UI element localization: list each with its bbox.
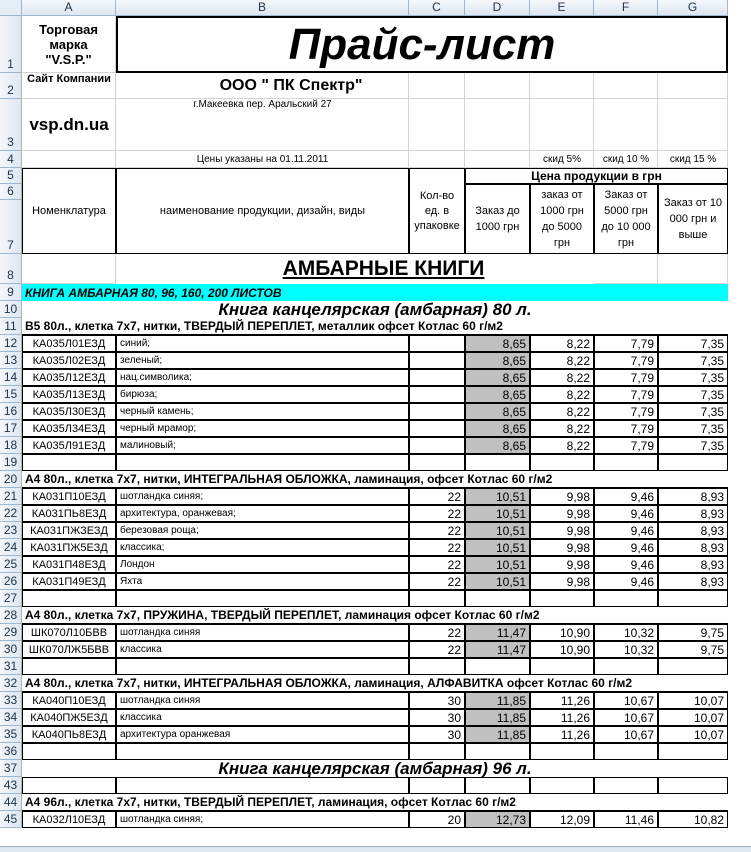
price-under-1000[interactable]: 10,51	[465, 539, 530, 556]
product-code[interactable]: КА031ПЬ8ЕЗД	[22, 505, 116, 522]
price-1000-5000[interactable]: 10,90	[530, 641, 594, 658]
product-name[interactable]: Лондон	[116, 556, 409, 573]
grid-cell[interactable]	[594, 99, 658, 151]
price-over-10000[interactable]: 8,93	[658, 488, 728, 505]
price-under-1000[interactable]: 10,51	[465, 556, 530, 573]
price-5000-10000[interactable]: 7,79	[594, 335, 658, 352]
price-over-10000[interactable]: 9,75	[658, 624, 728, 641]
price-1000-5000[interactable]: 8,22	[530, 335, 594, 352]
row-header[interactable]: 26	[0, 573, 22, 590]
price-5000-10000[interactable]: 7,79	[594, 386, 658, 403]
product-qty[interactable]: 30	[409, 692, 465, 709]
price-over-10000[interactable]: 7,35	[658, 386, 728, 403]
brand-label[interactable]: Торговая марка "V.S.P."	[22, 16, 116, 73]
price-under-1000[interactable]: 10,51	[465, 505, 530, 522]
price-over-10000[interactable]: 8,93	[658, 573, 728, 590]
product-name[interactable]: шотландка синяя;	[116, 488, 409, 505]
row-header[interactable]: 24	[0, 539, 22, 556]
header-name[interactable]: наименование продукции, дизайн, виды	[116, 168, 409, 254]
product-name[interactable]: Яхта	[116, 573, 409, 590]
product-code[interactable]: КА031ПЖ5ЕЗД	[22, 539, 116, 556]
price-under-1000[interactable]: 11,85	[465, 692, 530, 709]
empty-cell[interactable]	[594, 743, 658, 760]
price-1000-5000[interactable]: 9,98	[530, 505, 594, 522]
price-1000-5000[interactable]: 10,90	[530, 624, 594, 641]
price-under-1000[interactable]: 12,73	[465, 811, 530, 828]
empty-cell[interactable]	[658, 454, 728, 471]
price-under-1000[interactable]: 8,65	[465, 386, 530, 403]
column-header[interactable]: F	[594, 0, 658, 16]
price-over-10000[interactable]: 8,93	[658, 522, 728, 539]
product-name[interactable]: архитектура, оранжевая;	[116, 505, 409, 522]
price-over-10000[interactable]: 7,35	[658, 352, 728, 369]
price-1000-5000[interactable]: 8,22	[530, 369, 594, 386]
row-header[interactable]: 8	[0, 254, 22, 284]
price-1000-5000[interactable]: 9,98	[530, 539, 594, 556]
row-header[interactable]: 7	[0, 200, 22, 254]
row-header[interactable]: 35	[0, 726, 22, 743]
row-header[interactable]: 34	[0, 709, 22, 726]
price-under-1000[interactable]: 10,51	[465, 573, 530, 590]
row-header[interactable]: 17	[0, 420, 22, 437]
product-code[interactable]: КА031П48ЕЗД	[22, 556, 116, 573]
product-code[interactable]: КА035Л13ЕЗД	[22, 386, 116, 403]
row-header[interactable]: 20	[0, 471, 22, 488]
row-header[interactable]: 6	[0, 184, 22, 200]
product-name[interactable]: зеленый;	[116, 352, 409, 369]
price-over-10000[interactable]: 8,93	[658, 539, 728, 556]
empty-cell[interactable]	[465, 777, 530, 794]
empty-cell[interactable]	[594, 454, 658, 471]
discount-10[interactable]: скид 10 %	[602, 154, 650, 165]
price-over-10000[interactable]: 7,35	[658, 369, 728, 386]
product-code[interactable]: КА032Л10ЕЗД	[22, 811, 116, 828]
price-5000-10000[interactable]: 7,79	[594, 403, 658, 420]
price-1000-5000[interactable]: 11,26	[530, 709, 594, 726]
empty-cell[interactable]	[530, 777, 594, 794]
header-price-2[interactable]: заказ от 1000 грн до 5000 грн	[530, 184, 594, 254]
empty-cell[interactable]	[22, 777, 116, 794]
group-title[interactable]: В5 80л., клетка 7х7, нитки, ТВЕРДЫЙ ПЕРЕПЛЕТ, металлик офсет Котлас 60 г/м2	[22, 318, 728, 335]
empty-cell[interactable]	[465, 658, 530, 675]
price-5000-10000[interactable]: 10,32	[594, 641, 658, 658]
grid-cell[interactable]	[22, 151, 116, 168]
product-code[interactable]: КА035Л91ЕЗД	[22, 437, 116, 454]
product-name[interactable]: нац.символика;	[116, 369, 409, 386]
price-1000-5000[interactable]: 11,26	[530, 692, 594, 709]
row-header[interactable]: 21	[0, 488, 22, 505]
row-header[interactable]: 3	[0, 99, 22, 151]
product-qty[interactable]	[409, 437, 465, 454]
product-code[interactable]: КА040П10ЕЗД	[22, 692, 116, 709]
empty-cell[interactable]	[530, 658, 594, 675]
empty-cell[interactable]	[658, 743, 728, 760]
price-5000-10000[interactable]: 10,32	[594, 624, 658, 641]
price-under-1000[interactable]: 8,65	[465, 403, 530, 420]
section-title[interactable]: АМБАРНЫЕ КНИГИ	[116, 254, 594, 284]
product-name[interactable]: архитектура оранжевая	[116, 726, 409, 743]
product-name[interactable]: черный мрамор;	[116, 420, 409, 437]
header-qty[interactable]: Кол-во ед. в упаковке	[409, 168, 465, 254]
site-label[interactable]: Сайт Компании	[27, 73, 111, 85]
product-qty[interactable]: 22	[409, 505, 465, 522]
group-title[interactable]: А4 80л., клетка 7х7, нитки, ИНТЕГРАЛЬНАЯ ОБЛОЖКА, ламинация, офсет Котлас 60 г/м2	[22, 471, 728, 488]
empty-cell[interactable]	[22, 590, 116, 607]
empty-cell[interactable]	[465, 454, 530, 471]
price-5000-10000[interactable]: 10,67	[594, 726, 658, 743]
row-header[interactable]: 12	[0, 335, 22, 352]
product-qty[interactable]: 22	[409, 539, 465, 556]
product-code[interactable]: КА035Л12ЕЗД	[22, 369, 116, 386]
price-1000-5000[interactable]: 9,98	[530, 556, 594, 573]
price-1000-5000[interactable]: 9,98	[530, 488, 594, 505]
row-header[interactable]: 15	[0, 386, 22, 403]
price-5000-10000[interactable]: 9,46	[594, 488, 658, 505]
grid-cell[interactable]	[530, 99, 594, 151]
price-1000-5000[interactable]: 8,22	[530, 420, 594, 437]
site-url[interactable]: vsp.dn.ua	[29, 115, 109, 134]
price-1000-5000[interactable]: 11,26	[530, 726, 594, 743]
price-over-10000[interactable]: 8,93	[658, 505, 728, 522]
row-header[interactable]: 28	[0, 607, 22, 624]
grid-cell[interactable]	[658, 73, 728, 99]
column-header[interactable]: E	[530, 0, 594, 16]
empty-cell[interactable]	[530, 454, 594, 471]
row-header[interactable]: 19	[0, 454, 22, 471]
empty-cell[interactable]	[409, 454, 465, 471]
empty-cell[interactable]	[594, 777, 658, 794]
product-code[interactable]: ШК070ЛЖ5БВВ	[22, 641, 116, 658]
price-5000-10000[interactable]: 7,79	[594, 352, 658, 369]
column-header[interactable]: A	[22, 0, 116, 16]
price-1000-5000[interactable]: 9,98	[530, 522, 594, 539]
product-name[interactable]: малиновый;	[116, 437, 409, 454]
row-header[interactable]: 33	[0, 692, 22, 709]
price-over-10000[interactable]: 8,93	[658, 556, 728, 573]
row-header[interactable]: 10	[0, 301, 22, 318]
empty-cell[interactable]	[409, 658, 465, 675]
row-header[interactable]: 14	[0, 369, 22, 386]
product-code[interactable]: КА035Л01ЕЗД	[22, 335, 116, 352]
product-qty[interactable]	[409, 369, 465, 386]
product-code[interactable]: КА040ПЖ5ЕЗД	[22, 709, 116, 726]
row-header[interactable]: 37	[0, 760, 22, 777]
product-name[interactable]: классика	[116, 641, 409, 658]
product-name[interactable]: шотландка синяя	[116, 624, 409, 641]
grid-cell[interactable]	[22, 254, 116, 284]
product-name[interactable]: черный камень;	[116, 403, 409, 420]
empty-cell[interactable]	[116, 658, 409, 675]
product-code[interactable]: ШК070Л10БВВ	[22, 624, 116, 641]
column-header[interactable]: D	[465, 0, 530, 16]
product-name[interactable]: синий;	[116, 335, 409, 352]
price-5000-10000[interactable]: 10,67	[594, 692, 658, 709]
row-header[interactable]: 31	[0, 658, 22, 675]
empty-cell[interactable]	[22, 658, 116, 675]
price-1000-5000[interactable]: 8,22	[530, 437, 594, 454]
price-5000-10000[interactable]: 10,67	[594, 709, 658, 726]
row-header[interactable]: 16	[0, 403, 22, 420]
price-over-10000[interactable]: 7,35	[658, 420, 728, 437]
grid-cell[interactable]	[658, 99, 728, 151]
price-under-1000[interactable]: 11,47	[465, 641, 530, 658]
price-under-1000[interactable]: 8,65	[465, 420, 530, 437]
grid-cell[interactable]	[465, 151, 530, 168]
product-name[interactable]: классика;	[116, 539, 409, 556]
price-5000-10000[interactable]: 9,46	[594, 556, 658, 573]
product-code[interactable]: КА035Л34ЕЗД	[22, 420, 116, 437]
product-code[interactable]: КА031П10ЕЗД	[22, 488, 116, 505]
row-header[interactable]: 30	[0, 641, 22, 658]
row-header[interactable]: 5	[0, 168, 22, 184]
product-qty[interactable]: 30	[409, 709, 465, 726]
price-under-1000[interactable]: 8,65	[465, 369, 530, 386]
column-header[interactable]: C	[409, 0, 465, 16]
row-header[interactable]: 23	[0, 522, 22, 539]
row-header[interactable]: 44	[0, 794, 22, 811]
group-title[interactable]: А4 96л., клетка 7х7, нитки, ТВЕРДЫЙ ПЕРЕПЛЕТ, ламинация, офсет Котлас 60 г/м2	[22, 794, 728, 811]
product-qty[interactable]	[409, 386, 465, 403]
row-header[interactable]: 1	[0, 16, 22, 73]
header-price-4[interactable]: Заказ от 10 000 грн и выше	[658, 184, 728, 254]
product-name[interactable]: классика	[116, 709, 409, 726]
row-header[interactable]: 18	[0, 437, 22, 454]
grid-cell[interactable]	[409, 151, 465, 168]
price-under-1000[interactable]: 11,47	[465, 624, 530, 641]
price-5000-10000[interactable]: 7,79	[594, 437, 658, 454]
product-name[interactable]: шотландка синяя	[116, 692, 409, 709]
product-name[interactable]: березовая роща;	[116, 522, 409, 539]
row-header[interactable]: 4	[0, 151, 22, 168]
product-qty[interactable]: 30	[409, 726, 465, 743]
grid-cell[interactable]	[530, 73, 594, 99]
price-5000-10000[interactable]: 9,46	[594, 539, 658, 556]
product-code[interactable]: КА035Л02ЕЗД	[22, 352, 116, 369]
price-5000-10000[interactable]: 9,46	[594, 505, 658, 522]
empty-cell[interactable]	[116, 777, 409, 794]
empty-cell[interactable]	[116, 454, 409, 471]
company-name[interactable]: ООО " ПК Спектр"	[219, 77, 363, 94]
price-1000-5000[interactable]: 8,22	[530, 352, 594, 369]
price-over-10000[interactable]: 10,07	[658, 709, 728, 726]
empty-cell[interactable]	[116, 743, 409, 760]
header-nomenclature[interactable]: Номенклатура	[22, 168, 116, 254]
header-price-group[interactable]: Цена продукции в грн	[465, 168, 728, 184]
column-header[interactable]: G	[658, 0, 728, 16]
grid-cell[interactable]	[658, 254, 728, 284]
row-header[interactable]: 29	[0, 624, 22, 641]
discount-15[interactable]: скид 15 %	[669, 154, 717, 165]
product-name[interactable]: бирюза;	[116, 386, 409, 403]
row-header[interactable]: 36	[0, 743, 22, 760]
empty-cell[interactable]	[22, 454, 116, 471]
row-header[interactable]: 27	[0, 590, 22, 607]
empty-cell[interactable]	[594, 658, 658, 675]
product-qty[interactable]: 22	[409, 573, 465, 590]
price-under-1000[interactable]: 11,85	[465, 709, 530, 726]
empty-cell[interactable]	[116, 590, 409, 607]
empty-cell[interactable]	[530, 743, 594, 760]
price-5000-10000[interactable]: 9,46	[594, 573, 658, 590]
price-5000-10000[interactable]: 11,46	[594, 811, 658, 828]
price-under-1000[interactable]: 8,65	[465, 437, 530, 454]
product-qty[interactable]: 22	[409, 488, 465, 505]
row-header[interactable]: 13	[0, 352, 22, 369]
product-name[interactable]: шотландка синяя;	[116, 811, 409, 828]
row-header[interactable]: 32	[0, 675, 22, 692]
empty-cell[interactable]	[465, 743, 530, 760]
price-1000-5000[interactable]: 8,22	[530, 386, 594, 403]
select-all-corner[interactable]	[0, 0, 22, 16]
empty-cell[interactable]	[22, 743, 116, 760]
product-qty[interactable]: 22	[409, 641, 465, 658]
price-under-1000[interactable]: 10,51	[465, 522, 530, 539]
empty-cell[interactable]	[658, 658, 728, 675]
product-code[interactable]: КА035Л30ЕЗД	[22, 403, 116, 420]
price-over-10000[interactable]: 7,35	[658, 437, 728, 454]
discount-5[interactable]: скид 5%	[542, 154, 582, 165]
price-over-10000[interactable]: 10,07	[658, 692, 728, 709]
price-5000-10000[interactable]: 7,79	[594, 369, 658, 386]
product-qty[interactable]	[409, 352, 465, 369]
price-over-10000[interactable]: 10,07	[658, 726, 728, 743]
grid-cell[interactable]	[594, 254, 658, 284]
subtitle-80[interactable]: Книга канцелярская (амбарная) 80 л.	[22, 301, 728, 318]
price-1000-5000[interactable]: 9,98	[530, 573, 594, 590]
empty-cell[interactable]	[530, 590, 594, 607]
empty-cell[interactable]	[465, 590, 530, 607]
price-under-1000[interactable]: 8,65	[465, 335, 530, 352]
group-title[interactable]: А4 80л., клетка 7х7, ПРУЖИНА, ТВЕРДЫЙ ПЕРЕПЛЕТ, ламинация офсет Котлас 60 г/м2	[22, 607, 728, 624]
price-under-1000[interactable]: 10,51	[465, 488, 530, 505]
price-5000-10000[interactable]: 7,79	[594, 420, 658, 437]
company-address[interactable]: г.Макеевка пер. Аральский 27	[193, 99, 332, 110]
product-qty[interactable]: 22	[409, 556, 465, 573]
row-header[interactable]: 9	[0, 284, 22, 301]
row-header[interactable]: 45	[0, 811, 22, 828]
empty-cell[interactable]	[409, 777, 465, 794]
empty-cell[interactable]	[409, 743, 465, 760]
price-over-10000[interactable]: 10,82	[658, 811, 728, 828]
product-qty[interactable]	[409, 403, 465, 420]
grid-cell[interactable]	[594, 73, 658, 99]
product-qty[interactable]	[409, 335, 465, 352]
product-code[interactable]: КА031П49ЕЗД	[22, 573, 116, 590]
price-over-10000[interactable]: 9,75	[658, 641, 728, 658]
price-over-10000[interactable]: 7,35	[658, 403, 728, 420]
grid-cell[interactable]	[409, 99, 465, 151]
category-bar[interactable]: КНИГА АМБАРНАЯ 80, 96, 160, 200 ЛИСТОВ	[22, 284, 728, 301]
empty-cell[interactable]	[658, 590, 728, 607]
product-qty[interactable]: 22	[409, 522, 465, 539]
horizontal-scrollbar[interactable]	[0, 846, 751, 852]
subtitle-96[interactable]: Книга канцелярская (амбарная) 96 л.	[22, 760, 728, 777]
row-header[interactable]: 2	[0, 73, 22, 99]
row-header[interactable]: 22	[0, 505, 22, 522]
price-over-10000[interactable]: 7,35	[658, 335, 728, 352]
product-qty[interactable]	[409, 420, 465, 437]
grid-cell[interactable]	[465, 73, 530, 99]
grid-cell[interactable]	[465, 99, 530, 151]
price-under-1000[interactable]: 8,65	[465, 352, 530, 369]
grid-cell[interactable]	[409, 73, 465, 99]
empty-cell[interactable]	[594, 590, 658, 607]
group-title[interactable]: А4 80л., клетка 7х7, нитки, ИНТЕГРАЛЬНАЯ ОБЛОЖКА, ламинация, АЛФАВИТКА офсет Котлас 60 г/м2	[22, 675, 728, 692]
product-qty[interactable]: 22	[409, 624, 465, 641]
page-title[interactable]: Прайс-лист	[116, 16, 728, 73]
prices-date[interactable]: Цены указаны на 01.11.2011	[196, 154, 329, 165]
price-1000-5000[interactable]: 8,22	[530, 403, 594, 420]
product-qty[interactable]: 20	[409, 811, 465, 828]
column-header[interactable]: B	[116, 0, 409, 16]
price-under-1000[interactable]: 11,85	[465, 726, 530, 743]
empty-cell[interactable]	[658, 777, 728, 794]
price-5000-10000[interactable]: 9,46	[594, 522, 658, 539]
row-header[interactable]: 11	[0, 318, 22, 335]
price-1000-5000[interactable]: 12,09	[530, 811, 594, 828]
product-code[interactable]: КА040ПЬ8ЕЗД	[22, 726, 116, 743]
row-header[interactable]: 43	[0, 777, 22, 794]
header-price-3[interactable]: Заказ от 5000 грн до 10 000 грн	[594, 184, 658, 254]
header-price-1[interactable]: Заказ до 1000 грн	[465, 184, 530, 254]
row-header[interactable]: 25	[0, 556, 22, 573]
product-code[interactable]: КА031ПЖЗЕЗД	[22, 522, 116, 539]
empty-cell[interactable]	[409, 590, 465, 607]
